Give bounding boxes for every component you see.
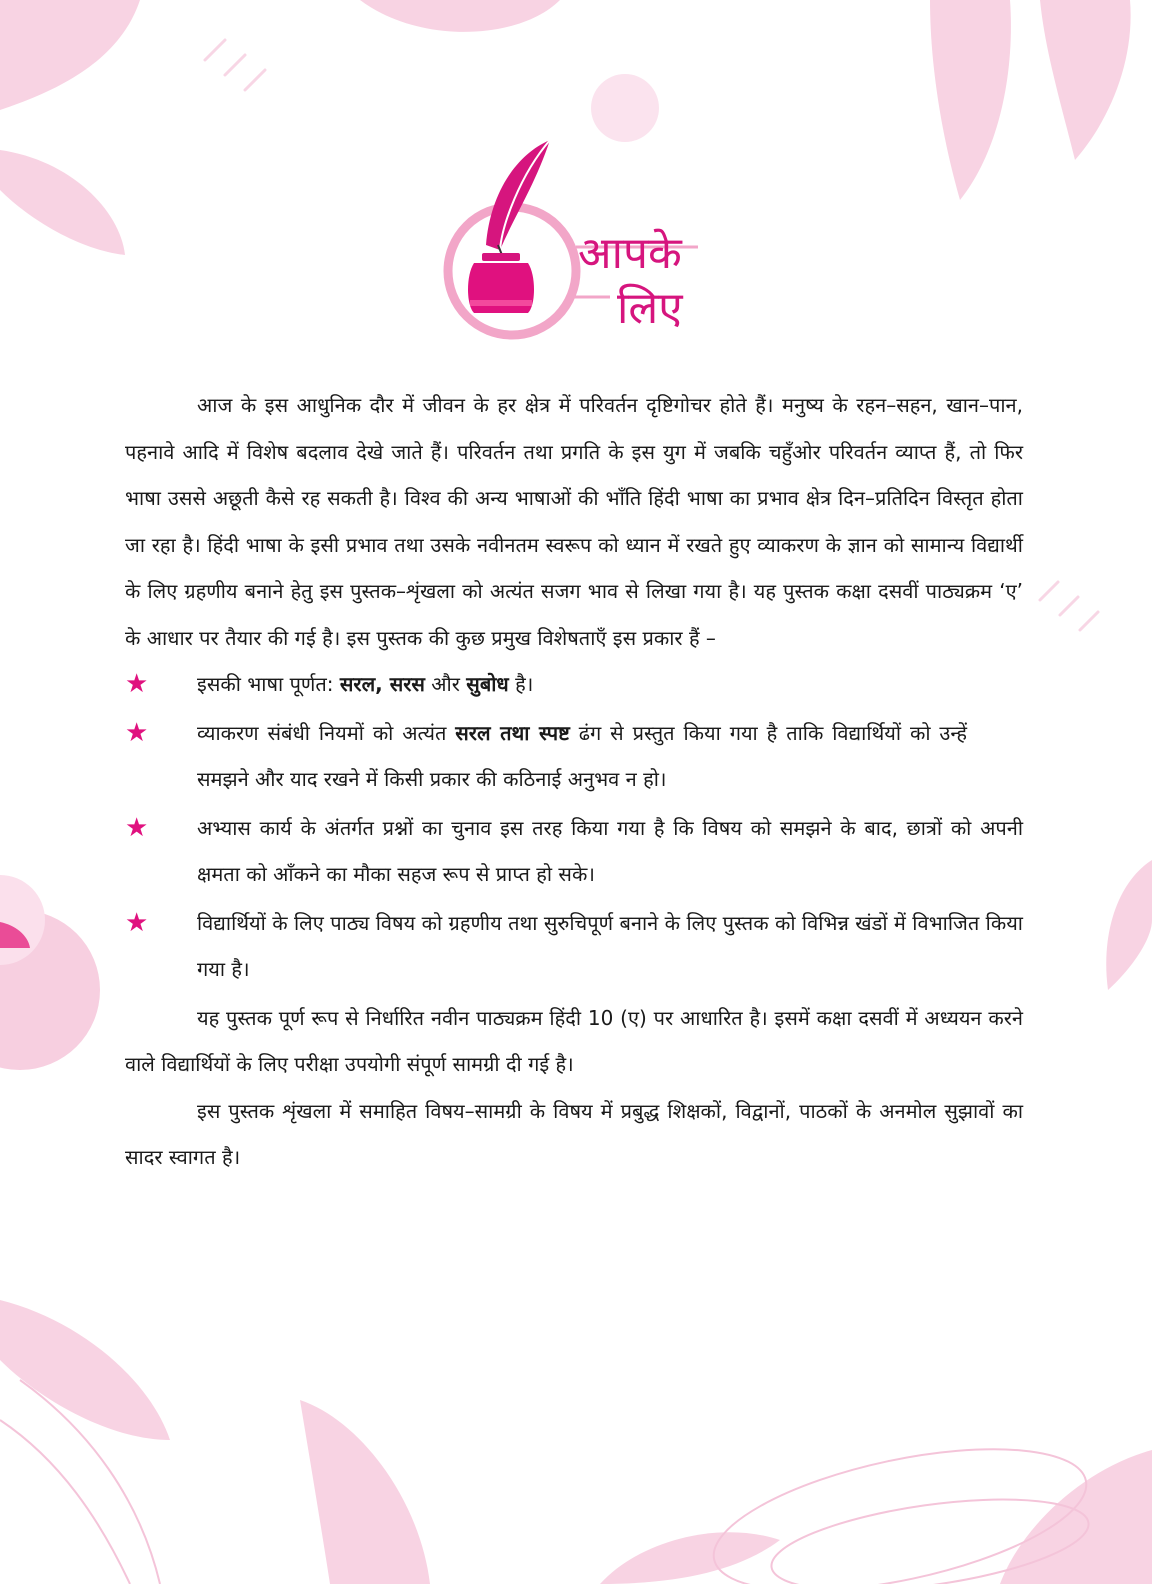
star-icon: ★ — [125, 812, 149, 843]
bullet-text: विद्यार्थियों के लिए पाठ्य विषय को ग्रहणीय तथा सुरुचिपूर्ण बनाने के लिए पुस्तक को विभिन्न खंडों में विभाजित किया गया है। — [197, 910, 1023, 981]
dot-circle-top — [591, 74, 659, 142]
quill-inkpot-icon — [468, 140, 550, 313]
leaf-top-right — [930, 0, 1011, 200]
leaf-top-center — [360, 0, 560, 32]
bullet-text: व्याकरण संबंधी नियमों को अत्यंत — [197, 720, 456, 745]
leaf-top-left — [0, 0, 140, 110]
bullet-item — [125, 900, 1023, 993]
bold-text: सरल, सरस — [339, 672, 425, 696]
bullet-text: अभ्यास कार्य के अंतर्गत प्रश्नों का चुनाव इस तरह किया गया है कि विषय को समझने के बाद, छात्रों को अपनी क्षमता को आँकने का मौका सहज रूप से प्राप्त हो सके। — [197, 815, 1023, 886]
leaf-left-upper — [0, 150, 125, 255]
dash-1 — [205, 40, 225, 60]
body-content — [125, 382, 1023, 1181]
dash-2 — [225, 55, 245, 75]
swirl-line-left — [0, 1420, 130, 1584]
leaf-right-mid — [1106, 860, 1152, 990]
star-icon: ★ — [125, 717, 149, 748]
bullet-text: ढंग से प्रस्तुत किया गया है ताकि विद्यार्थियों को उन्हें समझने और याद रखने में किसी प्रकार की कठिनाई अनुभव न हो। — [197, 720, 967, 791]
leaf-bottom-mid — [600, 1532, 780, 1584]
intro-paragraph: आज के इस आधुनिक दौर में जीवन के हर क्षेत्र में परिवर्तन दृष्टिगोचर होते हैं। मनुष्य के रहन–सहन, खान–पान, पहनावे आदि में विशेष बदलाव देखे जाते हैं। परिवर्तन तथा प्रगति के इस युग में जबकि चहुँओर परिवर्तन व्याप्त हैं, तो फिर भाषा उससे अछूती कैसे रह सकती है। विश्व की अन्य भाषाओं की भाँति हिंदी भाषा का प्रभाव क्षेत्र दिन–प्रतिदिन विस्तृत होता जा रहा है। हिंदी भाषा के इसी प्रभाव तथा उसके नवीनतम स्वरूप को ध्यान में रखते हुए व्याकरण के ज्ञान को सामान्य विद्यार्थी के लिए ग्रहणीय बनाने हेतु इस पुस्तक–शृंखला को अत्यंत सजग भाव से लिखा गया है। यह पुस्तक कक्षा दसवीं पाठ्यक्रम ‘ए’ के आधार पर तैयार की गई है। इस पुस्तक की कुछ प्रमुख विशेषताएँ इस प्रकार हैं – — [125, 393, 1023, 650]
leaf-bottom-right — [1000, 1450, 1152, 1584]
star-icon: ★ — [125, 907, 149, 938]
title-line-1: आपके — [578, 228, 682, 279]
bullet-item — [125, 661, 1023, 708]
bold-text: सुबोध — [466, 672, 509, 696]
paragraph-syllabus: यह पुस्तक पूर्ण रूप से निर्धारित नवीन पाठ्यक्रम हिंदी 10 (ए) पर आधारित है। इसमें कक्षा दसवीं में अध्ययन करने वाले विद्यार्थियों के लिए परीक्षा उपयोगी संपूर्ण सामग्री दी गई है। — [125, 1005, 1023, 1076]
leaf-bottom-center — [300, 1400, 430, 1584]
title-line-2: लिए — [617, 283, 683, 334]
bold-text: सरल तथा स्पष्ट — [455, 720, 570, 745]
dash-6 — [1080, 612, 1098, 630]
bullet-text: इसकी भाषा पूर्णत: — [197, 672, 340, 696]
paragraph-suggestions: इस पुस्तक शृंखला में समाहित विषय–सामग्री के विषय में प्रबुद्ध शिक्षकों, विद्वानों, पाठकों के अनमोल सुझावों का सादर स्वागत है। — [125, 1098, 1023, 1169]
star-icon: ★ — [125, 669, 149, 699]
leaf-bottom-left — [0, 1300, 170, 1440]
dash-4 — [1040, 582, 1058, 600]
bullet-item — [125, 805, 1023, 898]
bullet-text: और — [424, 672, 467, 696]
leaf-right-top — [1040, 0, 1131, 160]
bullet-text: है। — [508, 672, 534, 696]
bullet-item — [125, 710, 967, 803]
dash-3 — [245, 70, 265, 90]
dash-5 — [1060, 597, 1078, 615]
